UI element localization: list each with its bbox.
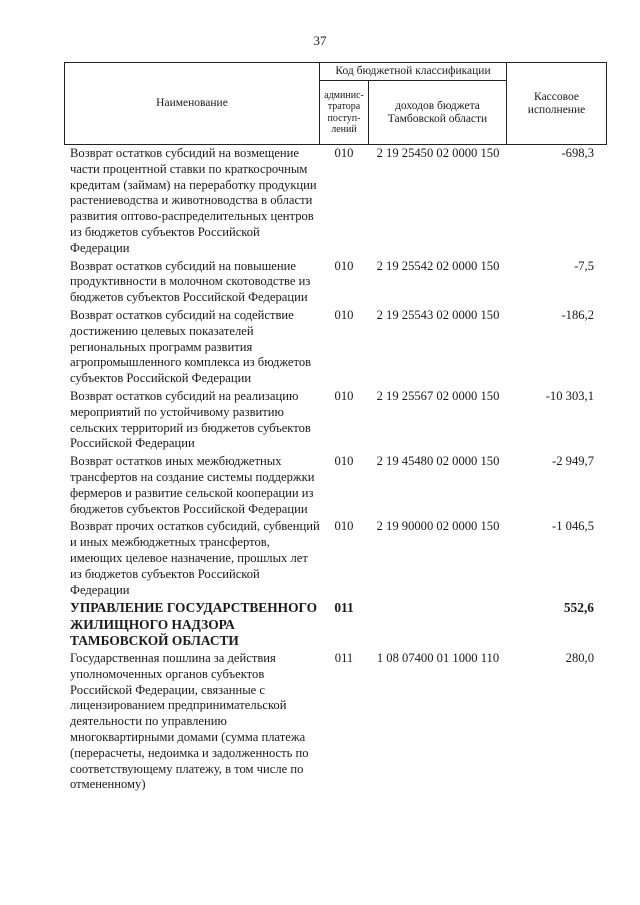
header-income: доходов бюджета Тамбовской области [369,81,507,145]
table-row-section-heading [0,600,640,649]
row-admin-code: 010 [334,146,354,160]
row-name: Возврат остатков субсидий на реализацию мероприятий по устойчивому развитию сельских территорий из бюджетов субъектов Российской Федерации [70,388,311,451]
row-amount: -186,2 [561,307,594,322]
row-name: Возврат остатков субсидий на повышение продуктивности в молочном скотоводстве из бюджетов субъектов Российской Федерации [70,258,311,305]
table-header [64,62,607,145]
row-amount: 552,6 [563,600,594,616]
row-amount: -1 046,5 [552,519,594,534]
table-row [0,519,640,598]
table-row [0,651,640,793]
row-income-code: 2 19 45480 02 0000 150 [376,454,500,469]
table-row [0,308,640,387]
row-name: Государственная пошлина за действия уполномоченных органов субъектов Российской Федерации, связанные с лицензированием предпринимательской деятельности по управлению многоквартирными домами (сумма платежа (перерасчеты, недоимка и задолженность по соответствующему платежу, в том числе по отмененному) [70,650,309,792]
header-cash: Кассовое исполнение [507,63,607,145]
table-row [0,389,640,452]
row-name: Возврат остатков субсидий на возмещение части процентной ставки по краткосрочным кредитам (займам) на переработку продукции растениеводства и животноводства в области развития оптово-распределительных центров из бюджетов субъектов Российской Федерации [70,146,317,255]
row-name: Возврат остатков иных межбюджетных трансфертов на создание системы поддержки фермеров и развитие сельской кооперации из бюджетов субъектов Российской Федерации [70,454,315,516]
row-amount: -2 949,7 [552,454,594,469]
row-admin-code: 011 [334,600,354,616]
table-body [0,146,640,795]
header-name: Наименование [65,63,320,145]
row-income-code: 2 19 25450 02 0000 150 [376,146,500,160]
row-admin-code: 010 [334,388,354,403]
row-name: Возврат остатков субсидий на содействие достижению целевых показателей региональных программ развития агропромышленного комплекса из бюджетов субъектов Российской Федерации [70,307,312,386]
table-row [0,146,640,257]
row-admin-code: 010 [334,258,354,273]
row-income-code: 1 08 07400 01 1000 110 [376,650,500,665]
table-row [0,259,640,306]
page-number: 37 [313,33,327,48]
row-name: Возврат прочих остатков субсидий, субвенций и иных межбюджетных трансфертов, имеющих целевое назначение, прошлых лет из бюджетов субъектов Российской Федерации [70,519,320,597]
row-name: УПРАВЛЕНИЕ ГОСУДАРСТВЕННОГО ЖИЛИЩНОГО НАДЗОРА ТАМБОВСКОЙ ОБЛАСТИ [70,600,318,648]
row-amount: 280,0 [565,650,594,665]
row-income-code: 2 19 90000 02 0000 150 [376,519,500,534]
row-income-code: 2 19 25543 02 0000 150 [376,307,500,322]
row-amount: -10 303,1 [545,388,594,403]
header-admin: админис-тратора поступ-лений [320,81,369,145]
row-admin-code: 010 [334,307,354,322]
row-amount: -698,3 [561,146,594,160]
row-amount: -7,5 [574,258,594,273]
row-admin-code: 010 [334,454,354,469]
table-row [0,454,640,517]
header-classification: Код бюджетной классификации [320,63,507,81]
row-income-code: 2 19 25567 02 0000 150 [376,388,500,403]
row-admin-code: 011 [334,650,354,665]
row-admin-code: 010 [334,519,354,534]
row-income-code: 2 19 25542 02 0000 150 [376,258,500,273]
